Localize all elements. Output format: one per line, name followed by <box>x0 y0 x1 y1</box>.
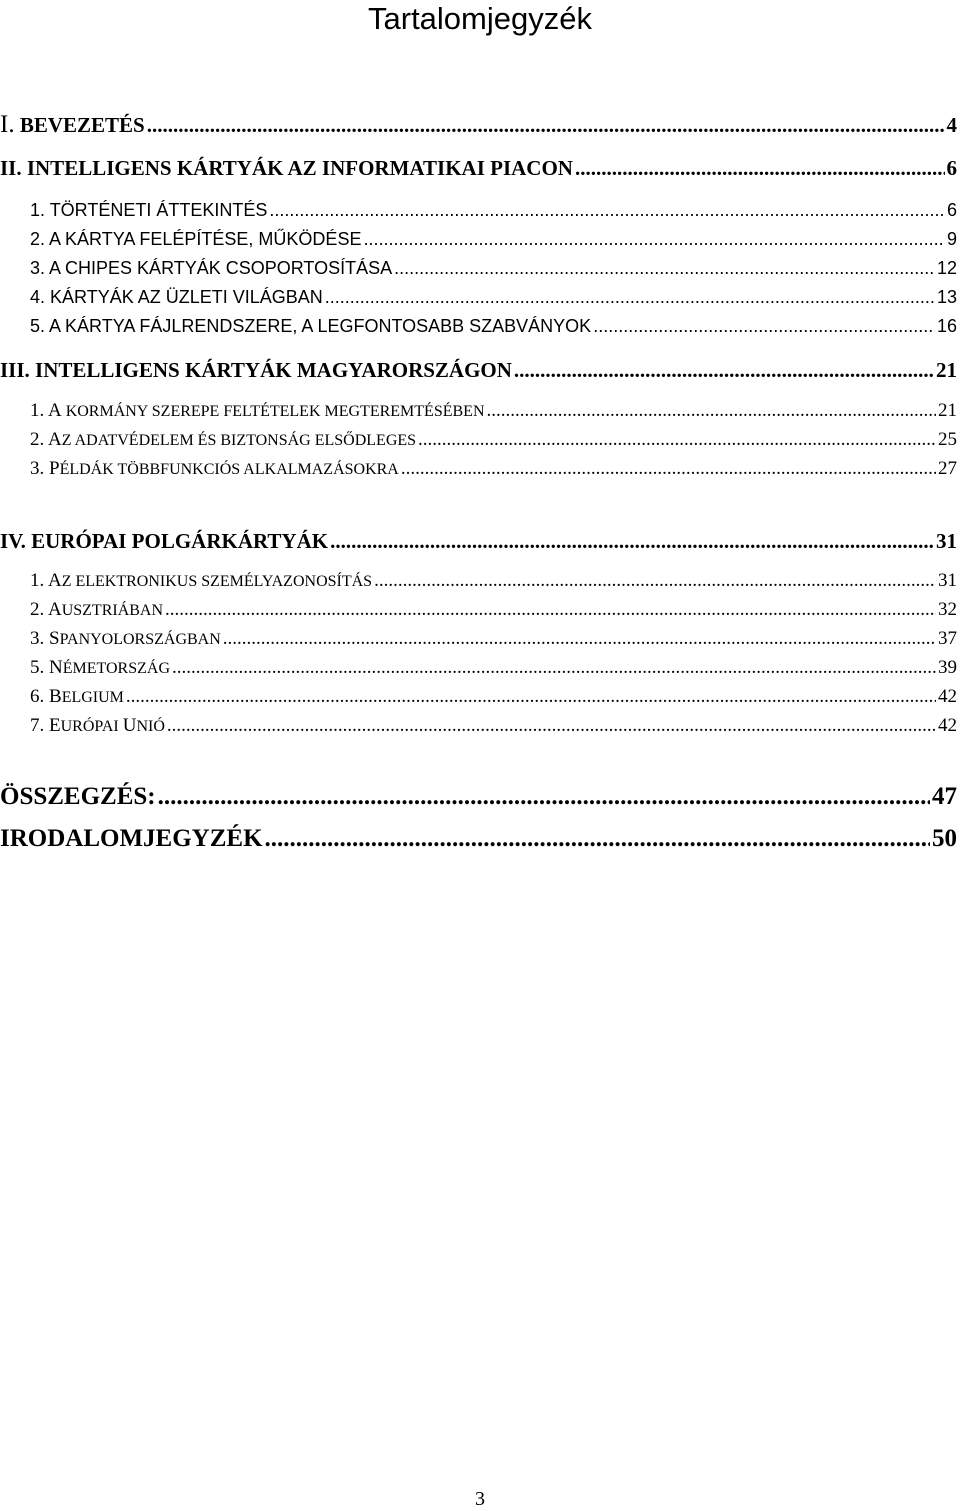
toc-entry-europai-unio[interactable] <box>30 711 957 740</box>
toc-entry-page: 9 <box>946 229 957 249</box>
toc-entry-label: Z ADATVÉDELEM ÉS BIZTONSÁG ELSŐDLEGES <box>61 432 417 449</box>
toc-entry-label: III. INTELLIGENS KÁRTYÁK MAGYARORSZÁGON <box>0 358 512 382</box>
toc-entry-number: 1. A <box>30 570 62 591</box>
toc-entry-peldak[interactable] <box>30 454 957 483</box>
toc-entry-magyarorszagon[interactable] <box>0 355 957 385</box>
toc-entry-fajlrendszer[interactable] <box>30 312 957 341</box>
toc-entry-label: Z ELEKTRONIKUS SZEMÉLYAZONOSÍTÁS <box>61 573 373 590</box>
toc-entry-nemetorszag[interactable] <box>30 653 957 682</box>
toc-entry-page: 12 <box>936 258 957 278</box>
toc-entry-page: 27 <box>938 458 957 479</box>
toc-leader-dots <box>593 312 935 341</box>
toc-entry-uzleti-vilag[interactable] <box>30 283 957 312</box>
toc-entry-page: 4 <box>946 113 957 137</box>
toc-leader-dots <box>147 110 945 140</box>
toc-entry-label: II. INTELLIGENS KÁRTYÁK AZ INFORMATIKAI PIACON <box>0 156 573 180</box>
toc-leader-dots <box>363 225 945 254</box>
toc-entry-number: 7. E <box>30 715 61 736</box>
toc-entry-label: IV. EURÓPAI POLGÁRKÁRTYÁK <box>0 529 329 553</box>
toc-entry-irodalomjegyzek[interactable] <box>0 822 957 856</box>
toc-entry-number: 2. A <box>30 429 62 450</box>
toc-entry-label: KORMÁNY SZEREPE FELTÉTELEK MEGTEREMTÉSÉBEN <box>61 403 485 420</box>
toc-entry-label: ELGIUM <box>61 689 124 706</box>
toc-entry-adatvedelem[interactable] <box>30 425 957 454</box>
toc-entry-label: 4. KÁRTYÁK AZ ÜZLETI VILÁGBAN <box>30 287 323 307</box>
toc-leader-dots <box>575 153 945 183</box>
toc-leader-dots <box>172 653 936 682</box>
toc-leader-dots <box>158 780 930 814</box>
toc-entry-page: 21 <box>936 358 957 382</box>
toc-leader-dots <box>401 454 936 483</box>
toc-entry-intelligens-kartyak-piacon[interactable] <box>0 153 957 183</box>
toc-entry-label: PANYOLORSZÁGBAN <box>59 631 221 648</box>
toc-entry-page: 6 <box>946 156 957 180</box>
page-title: Tartalomjegyzék <box>368 1 592 36</box>
toc-entry-number: 6. B <box>30 686 62 707</box>
toc-leader-dots <box>418 425 936 454</box>
page-number: 3 <box>475 1488 485 1510</box>
toc-leader-dots <box>167 711 936 740</box>
toc-leader-dots <box>325 283 935 312</box>
toc-entry-label: ÖSSZEGZÉS: <box>0 783 156 810</box>
toc-entry-bevezetes[interactable] <box>0 110 957 140</box>
toc-entry-ausztriaban[interactable] <box>30 595 957 624</box>
toc-leader-dots <box>165 595 936 624</box>
toc-entry-label: 2. A KÁRTYA FELÉPÍTÉSE, MŰKÖDÉSE <box>30 229 362 249</box>
toc-entry-label: IRODALOMJEGYZÉK <box>0 825 263 852</box>
toc-entry-osszegzes[interactable] <box>0 780 957 814</box>
toc-entry-label: ÉMETORSZÁG <box>62 660 170 677</box>
toc-entry-number: 5. N <box>30 657 63 678</box>
toc-entry-label: 3. A CHIPES KÁRTYÁK CSOPORTOSÍTÁSA <box>30 258 393 278</box>
toc-entry-numeral: I. <box>0 111 15 138</box>
toc-entry-number: 3. P <box>30 458 60 479</box>
toc-leader-dots <box>487 396 937 425</box>
toc-entry-torteneti-attekintes[interactable] <box>30 196 957 225</box>
toc-entry-number: 1. A <box>30 400 62 421</box>
toc-entry-number: 3. S <box>30 628 60 649</box>
toc-entry-elektronikus-szemelyazonositas[interactable] <box>30 566 957 595</box>
toc-leader-dots <box>374 566 936 595</box>
toc-entry-page: 42 <box>938 715 957 736</box>
toc-entry-kormany-szerepe[interactable] <box>30 396 957 425</box>
toc-entry-page: 37 <box>938 628 957 649</box>
toc-leader-dots <box>394 254 935 283</box>
toc-leader-dots <box>126 682 936 711</box>
toc-leader-dots <box>330 526 934 556</box>
toc-entry-label: 1. TÖRTÉNETI ÁTTEKINTÉS <box>30 200 268 220</box>
toc-leader-dots <box>269 196 945 225</box>
toc-entry-spanyolorszagban[interactable] <box>30 624 957 653</box>
toc-entry-number: 2. A <box>30 599 62 620</box>
toc-entry-page: 6 <box>946 200 957 220</box>
toc-entry-page: 13 <box>936 287 957 307</box>
toc-entry-label: 5. A KÁRTYA FÁJLRENDSZERE, A LEGFONTOSABB SZABVÁNYOK <box>30 316 592 336</box>
toc-entry-page: 47 <box>932 783 957 810</box>
toc-entry-label-initial: U <box>122 715 137 736</box>
toc-entry-page: 39 <box>938 657 957 678</box>
toc-entry-label: BEVEZETÉS <box>19 113 145 137</box>
toc-leader-dots <box>265 822 930 856</box>
toc-entry-label-rest: NIÓ <box>136 718 165 735</box>
toc-entry-page: 16 <box>936 316 957 336</box>
toc-entry-label: USZTRIÁBAN <box>61 602 164 619</box>
toc-entry-page: 42 <box>938 686 957 707</box>
toc-entry-page: 50 <box>932 825 957 852</box>
toc-entry-belgium[interactable] <box>30 682 957 711</box>
toc-entry-page: 31 <box>936 529 957 553</box>
toc-entry-label: URÓPAI <box>60 718 123 735</box>
toc-entry-page: 21 <box>938 400 957 421</box>
toc-entry-page: 32 <box>938 599 957 620</box>
toc-entry-label: ÉLDÁK TÖBBFUNKCIÓS ALKALMAZÁSOKRA <box>59 461 399 478</box>
toc-entry-page: 25 <box>938 429 957 450</box>
toc-leader-dots <box>514 355 934 385</box>
toc-leader-dots <box>223 624 936 653</box>
toc-entry-chipes-kartyak[interactable] <box>30 254 957 283</box>
toc-entry-europai-polgarkartyak[interactable] <box>0 526 957 556</box>
toc-entry-page: 31 <box>938 570 957 591</box>
toc-entry-kartya-felepitese[interactable] <box>30 225 957 254</box>
